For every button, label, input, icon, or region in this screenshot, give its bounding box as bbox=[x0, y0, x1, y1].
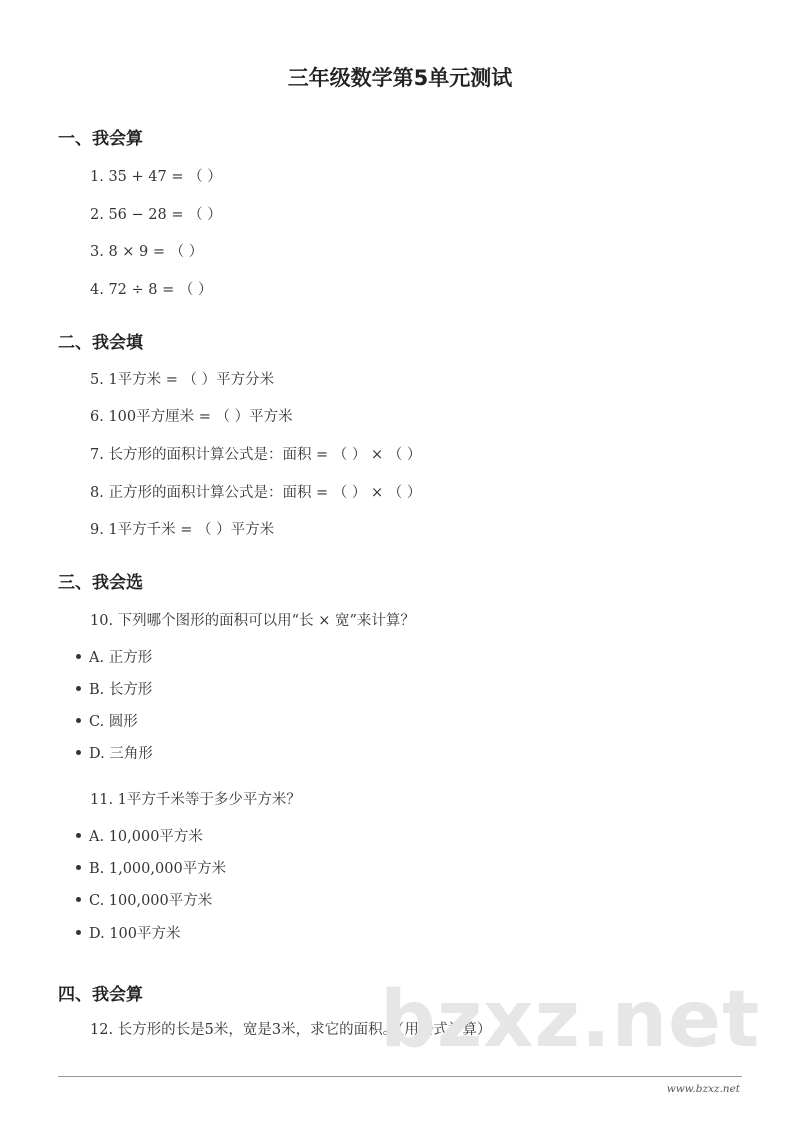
question-8: 8. 正方形的面积计算公式是：面积 = （ ） × （ ） bbox=[90, 485, 422, 501]
question-7: 7. 长方形的面积计算公式是：面积 = （ ） × （ ） bbox=[90, 447, 422, 463]
question-9: 9. 1平方千米 = （ ）平方米 bbox=[90, 522, 275, 538]
option-label: C. 100,000平方米 bbox=[89, 893, 213, 909]
option-label: A. 正方形 bbox=[89, 650, 153, 666]
bullet-icon bbox=[76, 750, 81, 755]
footer-url: www.bzxz.net bbox=[666, 1083, 740, 1095]
option-label: D. 100平方米 bbox=[89, 926, 181, 942]
q10-option-b bbox=[76, 678, 152, 699]
question-10: 10. 下列哪个图形的面积可以用“长 × 宽”来计算？ bbox=[90, 613, 415, 629]
section-heading-3: 三、我会选 bbox=[58, 573, 143, 593]
q10-option-d bbox=[76, 742, 153, 763]
question-2: 2. 56 − 28 = （ ） bbox=[90, 207, 222, 223]
option-label: A. 10,000平方米 bbox=[89, 829, 203, 845]
q11-option-c bbox=[76, 889, 212, 910]
q11-option-a bbox=[76, 825, 203, 846]
question-11: 11. 1平方千米等于多少平方米？ bbox=[90, 792, 301, 808]
bullet-icon bbox=[76, 718, 81, 723]
bullet-icon bbox=[76, 833, 81, 838]
section-heading-1: 一、我会算 bbox=[58, 129, 143, 149]
bullet-icon bbox=[76, 865, 81, 870]
question-5: 5. 1平方米 = （ ）平方分米 bbox=[90, 372, 275, 388]
q10-option-a bbox=[76, 646, 152, 667]
question-12: 12. 长方形的长是5米，宽是3米，求它的面积。（用公式计算） bbox=[90, 1022, 492, 1038]
option-label: B. 1,000,000平方米 bbox=[89, 861, 227, 877]
q11-option-b bbox=[76, 857, 226, 878]
section-heading-4: 四、我会算 bbox=[58, 985, 143, 1005]
question-1: 1. 35 + 47 = （ ） bbox=[90, 169, 222, 185]
question-4: 4. 72 ÷ 8 = （ ） bbox=[90, 282, 213, 298]
page-title: 三年级数学第5单元测试 bbox=[287, 66, 513, 90]
question-6: 6. 100平方厘米 = （ ）平方米 bbox=[90, 409, 293, 425]
option-label: B. 长方形 bbox=[89, 682, 153, 698]
bullet-icon bbox=[76, 686, 81, 691]
bullet-icon bbox=[76, 654, 81, 659]
question-3: 3. 8 × 9 = （ ） bbox=[90, 244, 204, 260]
q11-option-d bbox=[76, 922, 181, 943]
bullet-icon bbox=[76, 930, 81, 935]
bullet-icon bbox=[76, 897, 81, 902]
q10-option-c bbox=[76, 710, 138, 731]
footer-divider bbox=[58, 1076, 742, 1077]
section-heading-2: 二、我会填 bbox=[58, 333, 143, 353]
option-label: D. 三角形 bbox=[89, 746, 153, 762]
watermark: bzxz.net bbox=[380, 975, 761, 1065]
option-label: C. 圆形 bbox=[89, 714, 138, 730]
